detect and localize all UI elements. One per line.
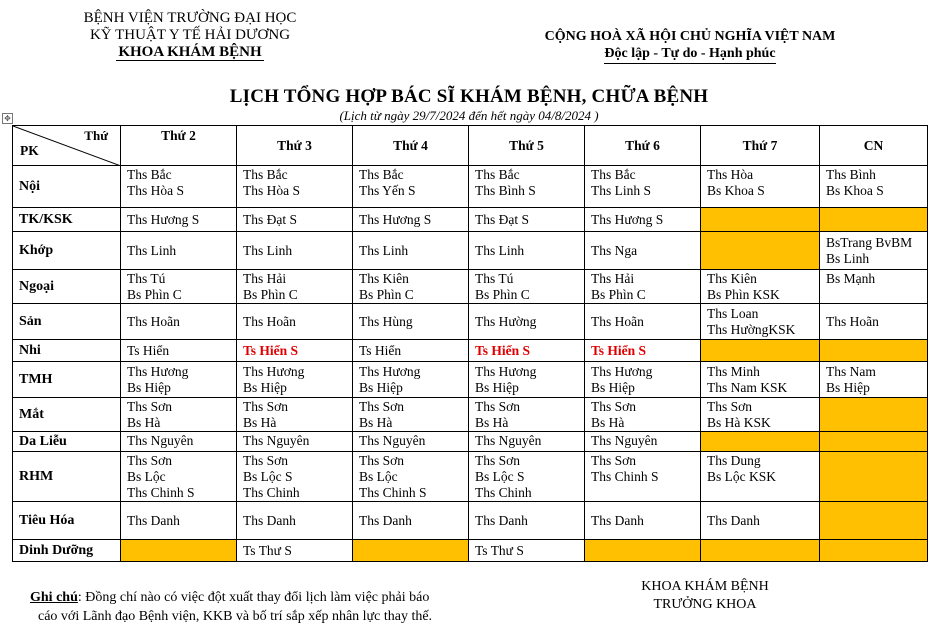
- schedule-cell: [820, 362, 928, 398]
- schedule-cell: [237, 208, 353, 232]
- table-row: [13, 166, 928, 208]
- doctor-name: Ts Hiển: [359, 342, 402, 358]
- hospital-header: [40, 10, 340, 61]
- schedule-cell: [121, 166, 237, 208]
- doctor-name: Ths Sơn: [359, 398, 405, 414]
- clinic-label: Da Liễu: [13, 432, 121, 452]
- doctor-name: Bs Lộc S: [243, 469, 293, 484]
- doctor-name: Ths Hương: [359, 363, 421, 379]
- day-header-4: Thứ 5: [469, 126, 585, 166]
- schedule-cell: [237, 502, 353, 540]
- schedule-cell: [469, 208, 585, 232]
- clinic-label: TK/KSK: [13, 208, 121, 232]
- doctor-name: Ths Sơn: [591, 398, 637, 414]
- schedule-cell: [121, 340, 237, 362]
- schedule-cell: [469, 166, 585, 208]
- doctor-name: Ths Bắc: [591, 167, 636, 182]
- schedule-cell: [121, 540, 237, 562]
- doctor-name: Bs Lộc: [127, 469, 166, 484]
- table-move-handle-icon[interactable]: ✥: [2, 113, 13, 124]
- doctor-name: Ths Bắc: [243, 167, 288, 182]
- doctor-name: Ths Chinh S: [591, 469, 659, 484]
- clinic-label: Ngoại: [13, 270, 121, 304]
- schedule-cell: [353, 340, 469, 362]
- schedule-cell: [585, 398, 701, 432]
- schedule-cell: [820, 208, 928, 232]
- doctor-name: Ths Kiên: [359, 271, 409, 286]
- schedule-cell: [353, 432, 469, 452]
- doctor-name: Ths Danh: [475, 512, 528, 528]
- table-row: [13, 304, 928, 340]
- doctor-name: Bs Hiệp: [243, 379, 287, 395]
- schedule-cell: [353, 398, 469, 432]
- schedule-cell: [585, 304, 701, 340]
- schedule-cell: [237, 304, 353, 340]
- doctor-name: Ts Thư S: [243, 542, 292, 558]
- doctor-name: Ths Sơn: [359, 453, 405, 468]
- doctor-name: Ths Hường: [475, 313, 537, 329]
- clinic-label: Nhi: [13, 340, 121, 362]
- doctor-name: Ths Hùng: [359, 313, 413, 329]
- hospital-name-line1: BỆNH VIỆN TRƯỜNG ĐẠI HỌC: [83, 10, 297, 26]
- doctor-name: Bs Phìn C: [591, 287, 646, 302]
- schedule-cell: [121, 398, 237, 432]
- doctor-name: Ths Hoãn: [826, 313, 879, 329]
- doctor-name: Bs Phìn C: [127, 287, 182, 302]
- doctor-name: Ths Kiên: [707, 271, 757, 286]
- schedule-cell: [353, 452, 469, 502]
- schedule-cell: [820, 452, 928, 502]
- schedule-cell: [353, 166, 469, 208]
- doctor-name: Bs Hiệp: [591, 379, 635, 395]
- schedule-cell: [121, 362, 237, 398]
- page-subtitle: (Lịch từ ngày 29/7/2024 đến hết ngày 04/8/2024 ): [339, 108, 599, 123]
- doctor-name: Ts Hiển S: [243, 342, 299, 358]
- doctor-name: Ths Chinh S: [359, 485, 427, 500]
- schedule-cell: [585, 208, 701, 232]
- doctor-name: Bs Phìn C: [475, 287, 530, 302]
- schedule-cell: [701, 340, 820, 362]
- doctor-name: Ths Hòa S: [127, 183, 184, 198]
- doctor-name: Ths Tú: [127, 271, 166, 286]
- doctor-name: Ths Đạt S: [475, 211, 529, 227]
- table-row: [13, 540, 928, 562]
- doctor-name: Ths Nam KSK: [707, 379, 788, 395]
- doctor-name: Bs Hà: [359, 414, 393, 430]
- doctor-name: Bs Hiệp: [826, 379, 870, 395]
- doctor-name: Ts Hiển S: [591, 342, 647, 358]
- doctor-name: Ths Hoãn: [127, 313, 180, 329]
- day-header-6: Thứ 7: [701, 126, 820, 166]
- schedule-cell: [353, 362, 469, 398]
- doctor-name: Ths Danh: [359, 512, 412, 528]
- hospital-name-line2: KỸ THUẬT Y TẾ HẢI DƯƠNG: [89, 27, 291, 43]
- schedule-cell: [469, 398, 585, 432]
- schedule-cell: [701, 362, 820, 398]
- doctor-name: Bs Linh: [826, 250, 870, 266]
- schedule-cell: [469, 232, 585, 270]
- doctor-name: Ths Danh: [243, 512, 296, 528]
- doctor-name: Bs Phìn KSK: [707, 287, 780, 302]
- schedule-cell: [701, 502, 820, 540]
- schedule-cell: [820, 166, 928, 208]
- corner-header-cell: [13, 126, 121, 166]
- clinic-label: Tiêu Hóa: [13, 502, 121, 540]
- schedule-cell: [585, 540, 701, 562]
- clinic-label: Mắt: [13, 398, 121, 432]
- doctor-name: Ths Yến S: [359, 183, 416, 198]
- doctor-name: Ts Thư S: [475, 542, 524, 558]
- schedule-cell: [585, 502, 701, 540]
- footnote: [30, 588, 500, 626]
- table-row: [13, 502, 928, 540]
- national-header: [500, 28, 880, 62]
- schedule-cell: [353, 540, 469, 562]
- doctor-name: Bs Phìn C: [359, 287, 414, 302]
- doctor-name: Ths HườngKSK: [707, 321, 796, 337]
- doctor-name: Ths Hương: [475, 363, 537, 379]
- table-row: [13, 232, 928, 270]
- doctor-name: Ths Hải: [243, 271, 287, 286]
- schedule-cell: [237, 340, 353, 362]
- table-row: [13, 452, 928, 502]
- doctor-name: Ths Bắc: [475, 167, 520, 182]
- doctor-name: Ths Hương S: [359, 211, 432, 227]
- doctor-name: Ths Sơn: [707, 398, 753, 414]
- doctor-name: Ths Loan: [707, 305, 759, 321]
- doctor-name: Ts Hiển: [127, 342, 170, 358]
- doctor-name: Bs Hà KSK: [707, 414, 771, 430]
- doctor-name: Ths Nguyên: [591, 433, 658, 448]
- department-name: KHOA KHÁM BỆNH: [118, 44, 262, 60]
- schedule-cell: [820, 304, 928, 340]
- corner-clinic-label: PK: [20, 143, 39, 158]
- day-header-7: CN: [820, 126, 928, 166]
- doctor-name: Ths Minh: [707, 363, 760, 379]
- doctor-name: Bs Hà: [475, 414, 509, 430]
- schedule-cell: [585, 232, 701, 270]
- clinic-label: Nội: [13, 166, 121, 208]
- schedule-cell: [701, 166, 820, 208]
- doctor-name: Ths Bắc: [359, 167, 404, 182]
- schedule-cell: [121, 432, 237, 452]
- doctor-name: Ths Hòa S: [243, 183, 300, 198]
- schedule-cell: [701, 540, 820, 562]
- doctor-name: Ths Sơn: [243, 453, 289, 468]
- schedule-cell: [121, 502, 237, 540]
- doctor-name: Ths Sơn: [127, 453, 173, 468]
- doctor-name: Ths Hương: [591, 363, 653, 379]
- schedule-cell: [820, 540, 928, 562]
- clinic-label: Khớp: [13, 232, 121, 270]
- doctor-name: BsTrang BvBM: [826, 234, 913, 250]
- doctor-name: Ths Sơn: [475, 398, 521, 414]
- schedule-cell: [585, 362, 701, 398]
- table-row: [13, 398, 928, 432]
- doctor-name: Ths Linh: [127, 242, 177, 258]
- schedule-cell: [701, 304, 820, 340]
- doctor-name: Ts Hiển S: [475, 342, 531, 358]
- doctor-name: Bs Khoa S: [826, 183, 884, 198]
- signature-block: [600, 578, 810, 614]
- schedule-cell: [237, 540, 353, 562]
- doctor-name: Ths Danh: [707, 512, 760, 528]
- note-text-line1: : Đồng chí nào có việc đột xuất thay đổi lịch làm việc phải báo: [77, 590, 430, 605]
- schedule-cell: [353, 304, 469, 340]
- note-label: Ghi chú: [30, 590, 78, 605]
- doctor-name: Ths Bắc: [127, 167, 172, 182]
- schedule-cell: [820, 232, 928, 270]
- doctor-name: Ths Nga: [591, 242, 638, 258]
- schedule-cell: [121, 232, 237, 270]
- doctor-name: Ths Linh S: [591, 183, 652, 198]
- schedule-cell: [121, 208, 237, 232]
- schedule-cell: [469, 540, 585, 562]
- clinic-label: TMH: [13, 362, 121, 398]
- signature-department: KHOA KHÁM BỆNH: [641, 579, 769, 594]
- schedule-cell: [820, 432, 928, 452]
- doctor-name: Ths Hải: [591, 271, 635, 286]
- schedule-cell: [585, 270, 701, 304]
- schedule-table: [12, 125, 928, 562]
- doctor-name: Bs Hà: [243, 414, 277, 430]
- schedule-cell: [121, 452, 237, 502]
- schedule-cell: [353, 270, 469, 304]
- schedule-cell: [353, 208, 469, 232]
- doctor-name: Bs Hiệp: [127, 379, 171, 395]
- doctor-name: Bs Hiệp: [475, 379, 519, 395]
- day-header-2: Thứ 3: [237, 126, 353, 166]
- clinic-label: RHM: [13, 452, 121, 502]
- doctor-name: Ths Bình: [826, 167, 876, 182]
- country-name: CỘNG HOÀ XÃ HỘI CHỦ NGHĨA VIỆT NAM: [544, 29, 836, 44]
- doctor-name: Ths Hương S: [127, 211, 200, 227]
- schedule-cell: [469, 452, 585, 502]
- doctor-name: Ths Sơn: [475, 453, 521, 468]
- signature-title: TRƯỞNG KHOA: [653, 597, 757, 612]
- schedule-cell: [820, 502, 928, 540]
- schedule-cell: [237, 362, 353, 398]
- schedule-cell: [585, 166, 701, 208]
- doctor-name: Ths Nguyên: [359, 433, 426, 448]
- day-header-5: Thứ 6: [585, 126, 701, 166]
- doctor-name: Ths Chinh S: [127, 485, 195, 500]
- doctor-name: Ths Đạt S: [243, 211, 297, 227]
- doctor-name: Bs Lộc S: [475, 469, 525, 484]
- schedule-cell: [469, 270, 585, 304]
- table-row: [13, 270, 928, 304]
- doctor-name: Bs Khoa S: [707, 183, 765, 198]
- doctor-name: Ths Hương: [243, 363, 305, 379]
- table-row: [13, 362, 928, 398]
- doctor-name: Ths Hương: [127, 363, 189, 379]
- schedule-cell: [820, 270, 928, 304]
- doctor-name: Bs Lộc: [359, 469, 398, 484]
- schedule-cell: [701, 232, 820, 270]
- schedule-cell: [237, 452, 353, 502]
- doctor-name: Ths Linh: [243, 242, 293, 258]
- schedule-cell: [820, 340, 928, 362]
- schedule-cell: [701, 398, 820, 432]
- doctor-name: Ths Chinh: [243, 485, 300, 500]
- schedule-cell: [353, 502, 469, 540]
- day-header-1: Thứ 2: [121, 126, 237, 166]
- schedule-cell: [121, 270, 237, 304]
- table-row: [13, 432, 928, 452]
- doctor-name: Ths Hoãn: [243, 313, 296, 329]
- schedule-cell: [701, 270, 820, 304]
- schedule-cell: [585, 432, 701, 452]
- schedule-cell: [353, 232, 469, 270]
- schedule-cell: [237, 166, 353, 208]
- clinic-label: Sản: [13, 304, 121, 340]
- schedule-cell: [820, 398, 928, 432]
- page-title: LỊCH TỔNG HỢP BÁC SĨ KHÁM BỆNH, CHỮA BỆNH: [229, 86, 709, 107]
- schedule-cell: [469, 340, 585, 362]
- doctor-name: Ths Sơn: [243, 398, 289, 414]
- table-row: [13, 208, 928, 232]
- doctor-name: Ths Hoãn: [591, 313, 644, 329]
- schedule-cell: [237, 398, 353, 432]
- schedule-cell: [237, 270, 353, 304]
- clinic-label: Dinh Dưỡng: [13, 540, 121, 562]
- corner-day-label: Thứ: [84, 128, 108, 143]
- doctor-name: Ths Danh: [591, 512, 644, 528]
- doctor-name: Ths Hương S: [591, 211, 664, 227]
- doctor-name: Ths Danh: [127, 512, 180, 528]
- doctor-name: Ths Tú: [475, 271, 514, 286]
- schedule-cell: [469, 304, 585, 340]
- doctor-name: Ths Nguyên: [243, 433, 310, 448]
- doctor-name: Bs Lộc KSK: [707, 469, 777, 484]
- schedule-cell: [585, 452, 701, 502]
- doctor-name: Ths Sơn: [591, 453, 637, 468]
- schedule-cell: [121, 304, 237, 340]
- doctor-name: Bs Hiệp: [359, 379, 403, 395]
- day-header-3: Thứ 4: [353, 126, 469, 166]
- national-motto: Độc lập - Tự do - Hạnh phúc: [500, 45, 880, 62]
- doctor-name: Ths Dung: [707, 453, 761, 468]
- schedule-cell: [469, 362, 585, 398]
- schedule-cell: [585, 340, 701, 362]
- doctor-name: Bs Mạnh: [826, 271, 876, 286]
- doctor-name: Ths Chinh: [475, 485, 532, 500]
- doctor-name: Bs Phìn C: [243, 287, 298, 302]
- doctor-name: Bs Hà: [591, 414, 625, 430]
- schedule-cell: [469, 432, 585, 452]
- schedule-cell: [237, 232, 353, 270]
- table-row: [13, 340, 928, 362]
- schedule-cell: [701, 208, 820, 232]
- schedule-cell: [237, 432, 353, 452]
- doctor-name: Ths Nguyên: [475, 433, 542, 448]
- note-text-line2: cáo với Lãnh đạo Bệnh viện, KKB và bố trí sắp xếp nhân lực thay thế.: [38, 609, 433, 624]
- schedule-cell: [469, 502, 585, 540]
- doctor-name: Ths Nam: [826, 363, 876, 379]
- doctor-name: Ths Hòa: [707, 167, 754, 182]
- doctor-name: Ths Linh: [359, 242, 409, 258]
- schedule-cell: [701, 432, 820, 452]
- doctor-name: Ths Linh: [475, 242, 525, 258]
- doctor-name: Ths Nguyên: [127, 433, 194, 448]
- schedule-cell: [701, 452, 820, 502]
- doctor-name: Ths Sơn: [127, 398, 173, 414]
- doctor-name: Ths Bình S: [475, 183, 536, 198]
- doctor-name: Bs Hà: [127, 414, 161, 430]
